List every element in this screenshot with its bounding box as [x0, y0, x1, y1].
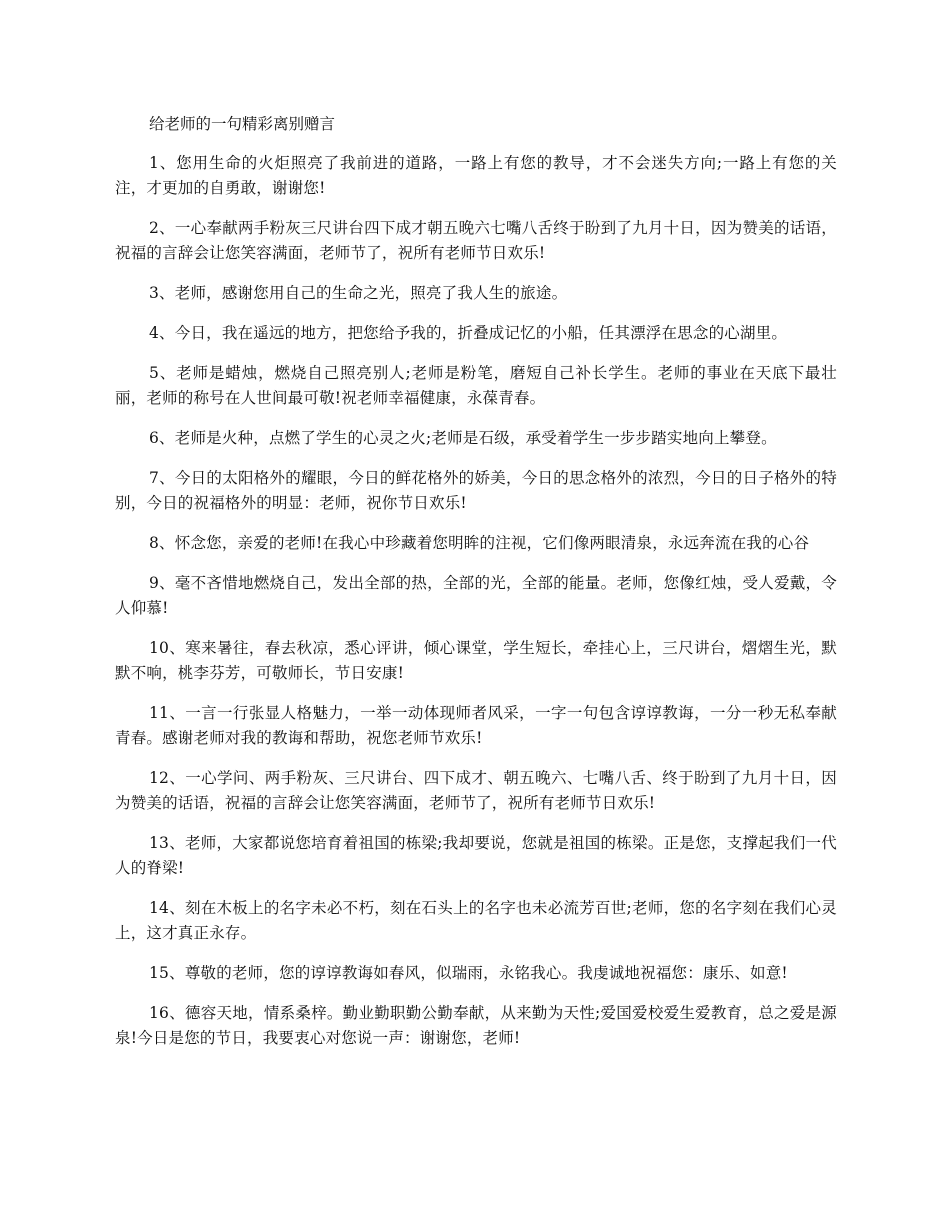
blessing-paragraph: 2、一心奉献两手粉灰三尺讲台四下成才朝五晚六七嘴八舌终于盼到了九月十日，因为赞美的话语，祝福的言辞会让您笑容满面，老师节了，祝所有老师节日欢乐! [115, 219, 837, 262]
blessing-paragraph: 8、怀念您，亲爱的老师!在我心中珍藏着您明眸的注视，它们像两眼清泉，永远奔流在我的心谷 [149, 534, 810, 552]
blessing-paragraph: 14、刻在木板上的名字未必不朽，刻在石头上的名字也未必流芳百世;老师，您的名字刻在我们心灵上，这才真正永存。 [115, 899, 837, 942]
blessing-paragraph: 7、今日的太阳格外的耀眼，今日的鲜花格外的娇美，今日的思念格外的浓烈，今日的日子格外的特别，今日的祝福格外的明显：老师，祝你节日欢乐! [115, 469, 837, 512]
blessing-paragraph: 15、尊敬的老师，您的谆谆教诲如春风，似瑞雨，永铭我心。我虔诚地祝福您：康乐、如意! [149, 964, 788, 982]
blessing-paragraph: 12、一心学问、两手粉灰、三尺讲台、四下成才、朝五晚六、七嘴八舌、终于盼到了九月十日，因为赞美的话语，祝福的言辞会让您笑容满面，老师节了，祝所有老师节日欢乐! [115, 769, 837, 812]
blessing-paragraph: 9、毫不吝惜地燃烧自己，发出全部的热，全部的光，全部的能量。老师，您像红烛，受人爱戴，令人仰慕! [115, 574, 837, 617]
blessing-paragraph: 13、老师，大家都说您培育着祖国的栋梁;我却要说，您就是祖国的栋梁。正是您，支撑起我们一代人的脊梁! [115, 834, 837, 877]
blessing-paragraph: 4、今日，我在遥远的地方，把您给予我的，折叠成记忆的小船，任其漂浮在思念的心湖里。 [149, 324, 788, 342]
blessing-paragraph: 5、老师是蜡烛，燃烧自己照亮别人;老师是粉笔，磨短自己补长学生。老师的事业在天底下最壮丽，老师的称号在人世间最可敬!祝老师幸福健康，永葆青春。 [115, 364, 837, 407]
blessing-paragraph: 3、老师，感谢您用自己的生命之光，照亮了我人生的旅途。 [149, 284, 568, 302]
blessing-paragraph: 16、德容天地，情系桑梓。勤业勤职勤公勤奉献，从来勤为天性;爱国爱校爱生爱教育，总之爱是源泉!今日是您的节日，我要衷心对您说一声：谢谢您，老师! [115, 1004, 837, 1047]
document-body [115, 112, 837, 1066]
blessing-paragraph: 11、一言一行张显人格魅力，一举一动体现师者风采，一字一句包含谆谆教诲，一分一秒无私奉献青春。感谢老师对我的教诲和帮助，祝您老师节欢乐! [115, 704, 837, 747]
blessing-paragraph: 6、老师是火种，点燃了学生的心灵之火;老师是石级，承受着学生一步步踏实地向上攀登。 [149, 429, 777, 447]
blessing-paragraph: 1、您用生命的火炬照亮了我前进的道路，一路上有您的教导，才不会迷失方向;一路上有您的关注，才更加的自勇敢，谢谢您! [115, 154, 837, 197]
document-title: 给老师的一句精彩离别赠言 [149, 115, 336, 133]
blessing-paragraph: 10、寒来暑往，春去秋凉，悉心评讲，倾心课堂，学生短长，牵挂心上，三尺讲台，熠熠生光，默默不响，桃李芬芳，可敬师长，节日安康! [115, 639, 837, 682]
